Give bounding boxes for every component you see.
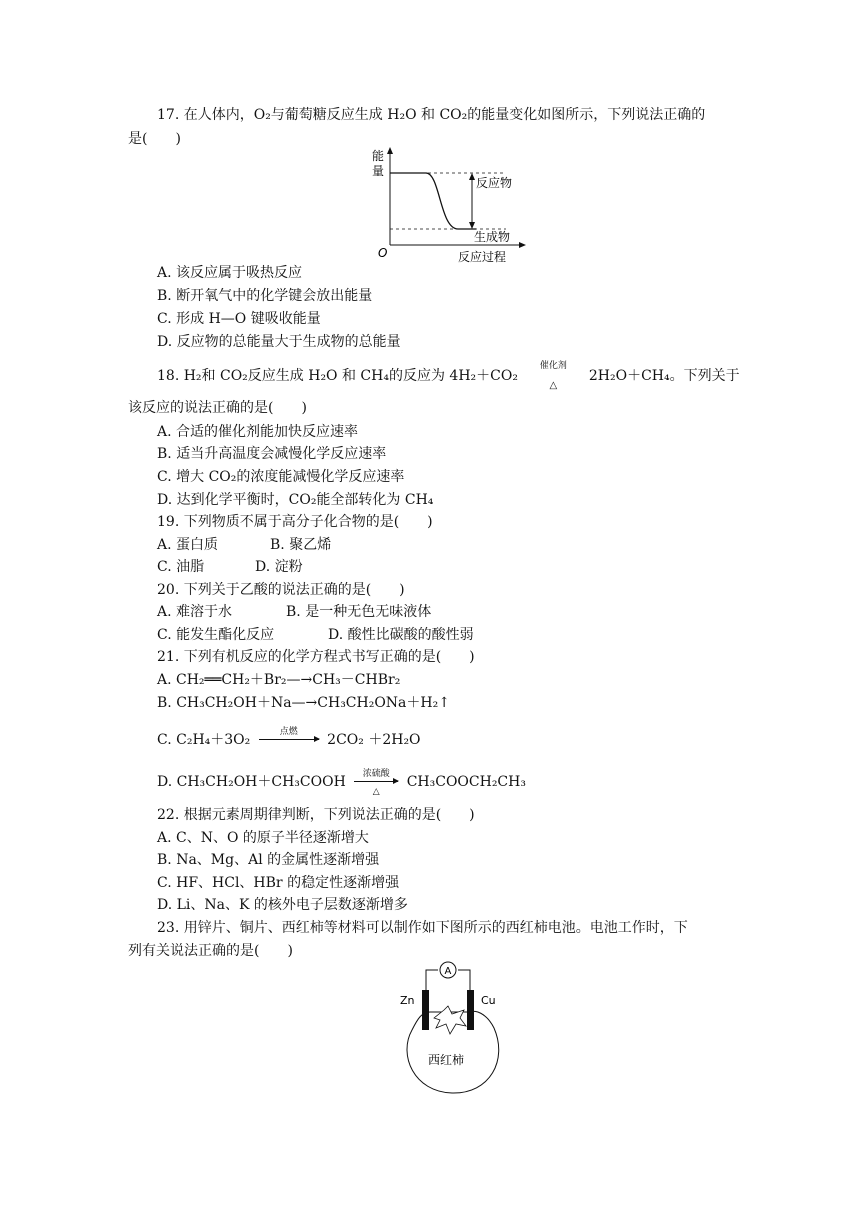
q19-option-d: D. 淀粉 xyxy=(255,559,303,575)
q17-stem-line1: 17. 在人体内，O₂与葡萄糖反应生成 H₂O 和 CO₂的能量变化如图所示，下列说法正确的 xyxy=(157,107,706,123)
q23-stem-line1: 23. 用锌片、铜片、西红柿等材料可以制作如下图所示的西红柿电池。电池工作时，下 xyxy=(157,920,688,936)
q20-option-b: B. 是一种无色无味液体 xyxy=(286,604,432,620)
q22-option-b: B. Na、Mg、Al 的金属性逐渐增强 xyxy=(157,852,380,868)
q17-stem-line2: 是( ) xyxy=(128,131,181,147)
q17-origin-label: O xyxy=(378,246,388,260)
q22-option-c: C. HF、HCl、HBr 的稳定性逐渐增强 xyxy=(157,875,400,891)
q21-option-d-right: CH₃COOCH₂CH₃ xyxy=(406,774,526,790)
q17-reactant-label: 反应物 xyxy=(476,176,513,190)
q17-product-label: 生成物 xyxy=(474,230,511,244)
q20-option-a: A. 难溶于水 xyxy=(157,604,233,620)
q21-option-b: B. CH₃CH₂OH＋Na—→CH₃CH₂ONa＋H₂↑ xyxy=(157,695,450,711)
q23-stem-line2: 列有关说法正确的是( ) xyxy=(128,943,293,959)
q21-option-c-right: 2CO₂ ＋2H₂O xyxy=(327,732,421,748)
q18-heat-label: △ xyxy=(549,380,558,391)
q21-option-c-arrow xyxy=(259,727,319,750)
q23-cu-label: Cu xyxy=(481,994,496,1007)
q19-option-a: A. 蛋白质 xyxy=(157,537,219,553)
q18-stem-line2: 该反应的说法正确的是( ) xyxy=(128,400,307,416)
q20-option-d: D. 酸性比碳酸的酸性弱 xyxy=(328,627,474,643)
q22-stem: 22. 根据元素周期律判断，下列说法正确的是( ) xyxy=(157,807,475,823)
q18-stem-line1 xyxy=(157,361,740,391)
q17-xlabel: 反应过程 xyxy=(458,250,507,264)
q17-option-d: D. 反应物的总能量大于生成物的总能量 xyxy=(157,334,401,350)
q18-stem-part1: 18. H₂和 CO₂反应生成 H₂O 和 CH₄的反应为 4H₂＋CO₂ xyxy=(157,368,518,384)
q17-ylabel-2: 量 xyxy=(372,164,385,178)
q22-option-d: D. Li、Na、K 的核外电子层数逐渐增多 xyxy=(157,897,408,913)
q18-option-b: B. 适当升高温度会减慢化学反应速率 xyxy=(157,446,387,462)
q23-tomato-battery-diagram xyxy=(394,960,518,1096)
q23-tomato-label: 西红柿 xyxy=(428,1053,465,1067)
q17-option-a: A. 该反应属于吸热反应 xyxy=(157,265,303,281)
q18-condition xyxy=(522,361,584,391)
q18-option-c: C. 增大 CO₂的浓度能减慢化学反应速率 xyxy=(157,469,405,485)
q17-option-c: C. 形成 H—O 键吸收能量 xyxy=(157,311,321,327)
q23-meter-label: A xyxy=(444,966,452,977)
q17-ylabel-1: 能 xyxy=(372,149,385,163)
q17-energy-diagram xyxy=(368,145,528,265)
q18-catalyst-label: 催化剂 xyxy=(539,361,567,371)
q18-option-d: D. 达到化学平衡时，CO₂能全部转化为 CH₄ xyxy=(157,492,434,508)
q20-stem: 20. 下列关于乙酸的说法正确的是( ) xyxy=(157,582,405,598)
q22-option-a: A. C、N、O 的原子半径逐渐增大 xyxy=(157,830,369,846)
q21-ignite-label: 点燃 xyxy=(279,727,298,737)
q18-option-a: A. 合适的催化剂能加快反应速率 xyxy=(157,424,359,440)
q21-option-c-left: C. C₂H₄＋3O₂ xyxy=(157,732,251,748)
q21-acid-label: 浓硫酸 xyxy=(362,769,390,779)
q21-option-a: A. CH₂══CH₂＋Br₂—→CH₃－CHBr₂ xyxy=(157,672,401,688)
q21-option-d-arrow xyxy=(354,769,398,797)
q19-option-c: C. 油脂 xyxy=(157,559,205,575)
q21-heat-label: △ xyxy=(372,787,380,797)
q21-option-c xyxy=(157,727,421,750)
q21-stem: 21. 下列有机反应的化学方程式书写正确的是( ) xyxy=(157,649,475,665)
q19-stem: 19. 下列物质不属于高分子化合物的是( ) xyxy=(157,514,433,530)
q21-option-d xyxy=(157,769,526,797)
cu-electrode xyxy=(467,990,474,1030)
q23-zn-label: Zn xyxy=(400,994,415,1007)
q18-stem-part2: 2H₂O＋CH₄。下列关于 xyxy=(588,368,740,384)
q21-option-d-left: D. CH₃CH₂OH＋CH₃COOH xyxy=(157,774,346,790)
zn-electrode xyxy=(422,990,429,1030)
q17-option-b: B. 断开氧气中的化学键会放出能量 xyxy=(157,288,373,304)
q19-option-b: B. 聚乙烯 xyxy=(270,537,332,553)
q20-option-c: C. 能发生酯化反应 xyxy=(157,627,275,643)
